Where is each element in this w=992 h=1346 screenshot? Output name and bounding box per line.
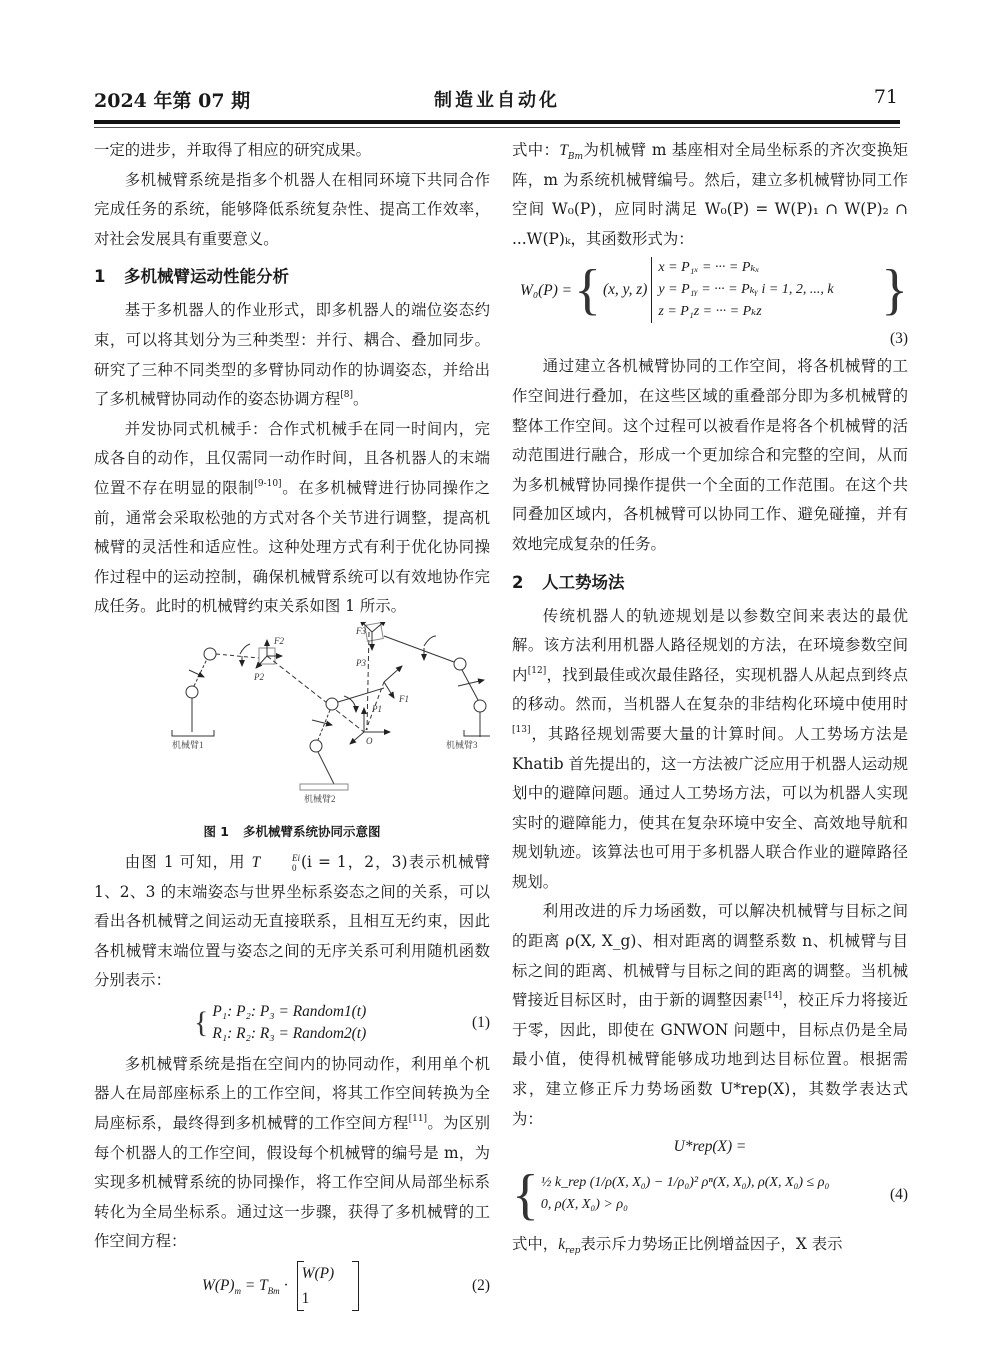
section-title: 人工势场法: [542, 572, 625, 592]
fig-label: O: [366, 735, 373, 746]
paragraph: 通过建立各机械臂协同的工作空间，将各机械臂的工作空间进行叠加，在这些区域的重叠部分即为多机械臂的整体工作空间。这个过程可以被看作是将各个机械臂的活动范围进行融合，形成一个更加综合和完整的空间，从而为多机械臂协同操作提供一个全面的工作范围。在这个共同叠加区域内，各机械臂可以协同工作、避免碰撞，并有效地完成复杂的任务。: [512, 357, 908, 553]
arm3-base: [464, 730, 490, 736]
paragraph: 式中，$k_{rep}$表示斥力势场正比例增益因子，X 表示: [512, 1235, 843, 1257]
header-rule-thick: [94, 120, 900, 124]
paragraph: 基于多机器人的作业形式，即多机器人的端位姿态约束，可以将其划分为三种类型：并行、耦合、叠加同步。研究了三种不同类型的多臂协同动作的协调姿态，并给出了多机械臂协同动作的姿态协调方程[8]。: [94, 301, 490, 409]
arm2-label: 机械臂2: [304, 793, 336, 804]
fig-label: F1: [399, 693, 409, 704]
figure-1: [94, 622, 490, 822]
citation[interactable]: [14]: [763, 991, 783, 1002]
figure-caption: 图 1 多机械臂系统协同示意图: [203, 823, 381, 839]
arm1-joint: [186, 686, 198, 698]
citation[interactable]: [8]: [340, 390, 354, 401]
arm3-label: 机械臂3: [446, 739, 478, 750]
journal-title: 制造业自动化: [434, 90, 560, 111]
equation-4: U*rep(X) = { ½ k_rep (1/ρ(X, X₀) − 1/ρ₀)² ρⁿ(X, X₀), ρ(X, X₀) ≤ ρ₀ 0, ρ(X, X₀) > ρ₀ (4): [512, 1138, 908, 1227]
section-number: 1: [94, 267, 106, 287]
equation-number: (2): [472, 1277, 490, 1295]
fig-label: P3: [356, 657, 366, 668]
left-column: [94, 136, 490, 1315]
arm2-base: [300, 784, 348, 790]
section-title: 多机械臂运动性能分析: [124, 267, 289, 287]
paragraph: 由图 1 可知，用 T Ei 0 (i = 1，2，3)表示机械臂 1、2、3 的末端姿态与世界坐标系姿态之间的关系，可以看出各机械臂之间运动无直接联系，且相互无约束，因此各机械臂末端位置与姿态之间的无序关系可利用随机函数分别表示：: [94, 852, 490, 990]
arm1-label: 机械臂1: [172, 739, 204, 750]
equation-number: (1): [472, 1014, 490, 1032]
paragraph: 传统机器人的轨迹规划是以参数空间来表达的最优解。该方法利用机器人路径规划的方法，在环境参数空间内[12]，找到最佳或次最佳路径，实现机器人从起点到终点的移动。然而，当机器人在复杂的非结构化环境中使用时[13]，其路径规划需要大量的计算时间。人工势场方法是 Khatib 首先提出的，这一方法被广泛应用于机器人运动规划中的避障问题。通过人工势场方法，可以为机器人实现实时的避障能力，使其在复杂环境中安全、高效地导航和规划轨迹。该算法也可用于多机器人联合作业的避障路径规划。: [512, 606, 908, 891]
fig-label: P2: [254, 671, 264, 682]
paragraph: 多机械臂系统是指多个机器人在相同环境下共同合作完成任务的系统，能够降低系统复杂性、提高工作效率，对社会发展具有重要意义。: [94, 170, 490, 248]
section-number: 2: [512, 572, 524, 592]
paragraph: 利用改进的斥力场函数，可以解决机械臂与目标之间的距离 ρ(X, X_g)、相对距离的调整系数 n、机械臂与目标之间的距离、机械臂与目标之间的距离的调整。当机械臂接近目标区时，由于新的调整因素[14]，校正斥力将接近于零，因此，即使在 GNWON 问题中，目标点仍是全局最小值，使得机械臂能够成功地到达目标位置。根据需求，建立修正斥力势场函数 U*rep(X)，其数学表达式为：: [512, 902, 908, 1128]
arm3-joint: [474, 700, 486, 712]
arm2-joint: [326, 698, 338, 710]
fig-label: F2: [274, 635, 284, 646]
right-column: [512, 136, 908, 1260]
arm3-joint: [454, 658, 466, 670]
arm1-joint: [204, 648, 216, 660]
arm2-joint: [310, 740, 322, 752]
arm1-base: [172, 730, 214, 736]
equation-2: $W(P)_m = T_{Bm}$ · W(P) 1 (2): [94, 1257, 490, 1315]
section-heading-2: [512, 568, 908, 598]
equation-1: { P₁: P₂: P₃ = Random1(t) R₁: R₂: R₃ = Random2(t) (1): [194, 1002, 490, 1042]
paragraph: 一定的进步，并取得了相应的研究成果。: [94, 141, 372, 159]
equation-number: (4): [890, 1186, 908, 1204]
fig-label: P1: [372, 703, 382, 714]
paragraph: 并发协同式机械手：合作式机械手在同一时间内，完成各自的动作，且仅需同一动作时间，且各机器人的末端位置不存在明显的限制[9-10]。在多机械臂进行协同操作之前，通常会采取松弛的方式对各个关节进行调整，提高机械臂的灵活性和适应性。这种处理方式有利于优化协同操作过程中的运动控制，确保机械臂系统可以有效地协作完成任务。此时的机械臂约束关系如图 1 所示。: [94, 419, 490, 616]
citation[interactable]: [13]: [512, 724, 531, 735]
multi-arm-diagram: [94, 622, 490, 812]
page-number: 71: [873, 86, 898, 108]
paragraph: 式中：$T_{Bm}$为机械臂 m 基座相对全局坐标系的齐次变换矩阵，m 为系统机械臂编号。然后，建立多机械臂协同工作空间 W₀(P)，应同时满足 W₀(P) = W(P)₁ ∩ W(P)₂ ∩ ...W(P)ₖ，其函数形式为：: [512, 141, 908, 248]
sup-sub-stack: Ei 0: [292, 852, 301, 873]
running-header: [94, 86, 900, 116]
citation[interactable]: [12]: [527, 665, 547, 676]
equation-number: (3): [890, 330, 908, 348]
fig-label: F3: [356, 625, 366, 636]
header-rule-thin: [94, 127, 900, 128]
citation[interactable]: [9-10]: [254, 478, 282, 489]
section-heading-1: [94, 262, 490, 292]
issue-label: 2024 年第 07 期: [94, 90, 251, 112]
citation[interactable]: [11]: [408, 1114, 428, 1125]
paragraph: 多机械臂系统是指在空间内的协同动作，利用单个机器人在局部座标系上的工作空间，将其工作空间转换为全局座标系，最终得到多机械臂的工作空间方程[11]。为区别每个机器人的工作空间，假设每个机械臂的编号是 m，为实现多机械臂系统的协同操作，将工作空间从局部坐标系转化为全局坐标系。通过这一步骤，获得了多机械臂的工作空间方程：: [94, 1054, 490, 1251]
equation-3: W₀(P) = { (x, y, z) x = P₁ₓ = ··· = Pₖₓ y = P₁ᵧ = ··· = Pₖᵧ i = 1, 2, ..., k z = P₁z = ··· = Pₖz } (3): [512, 254, 908, 352]
